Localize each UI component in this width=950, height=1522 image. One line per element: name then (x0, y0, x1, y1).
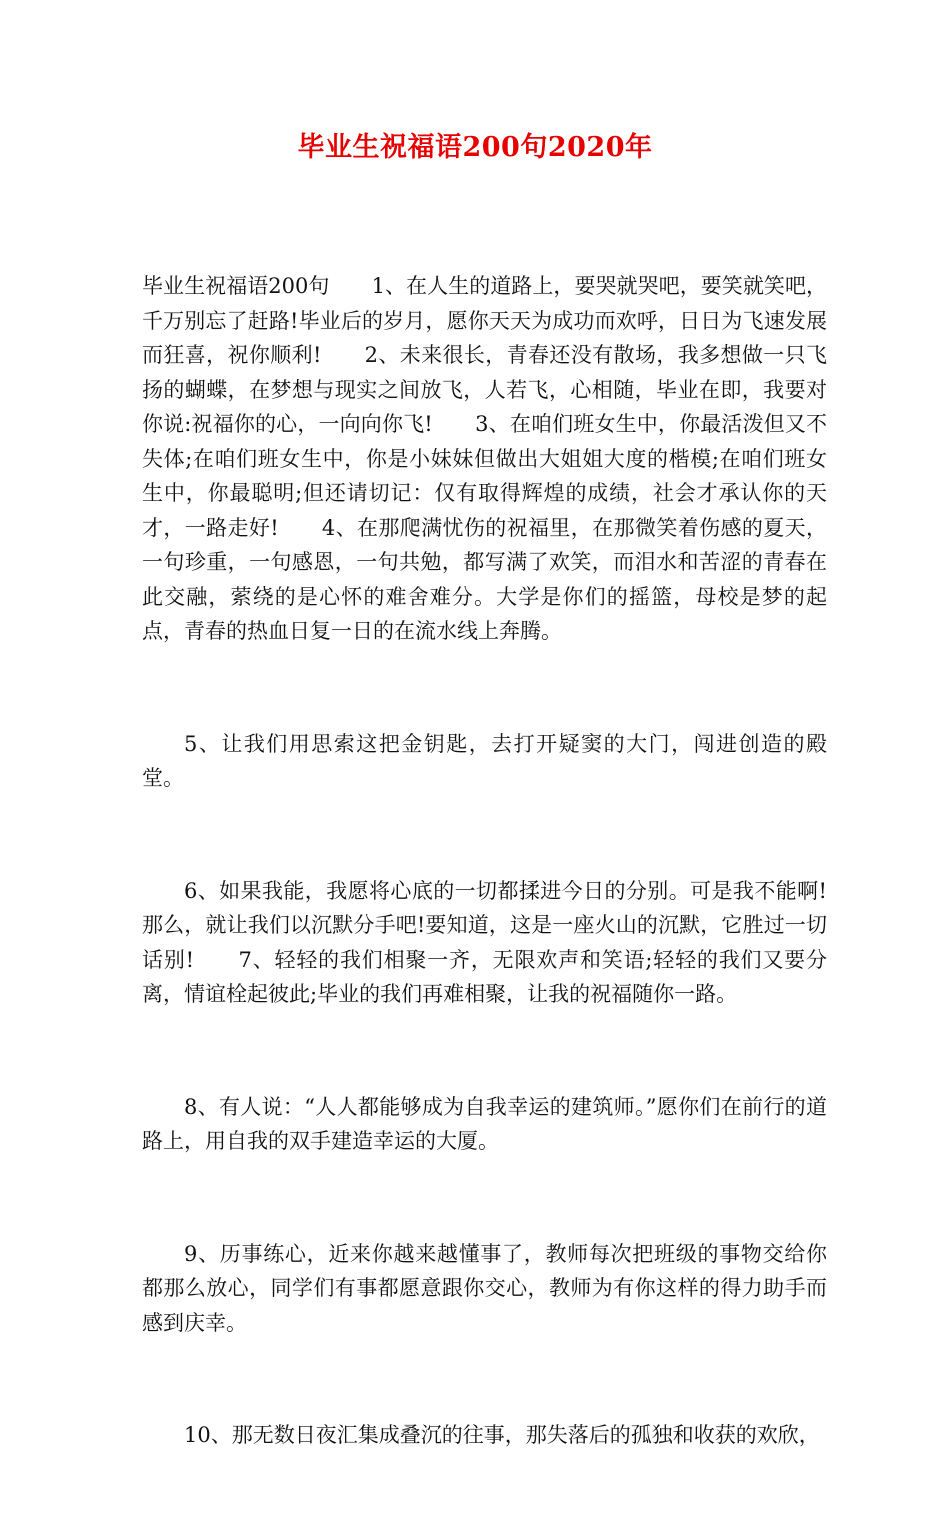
document-title: 毕业生祝福语200句2020年 (297, 132, 653, 163)
paragraph-6: 10、那无数日夜汇集成叠沉的往事，那失落后的孤独和收获的欢欣， (184, 1423, 820, 1447)
document-body (142, 200, 827, 1522)
paragraph-4: 8、有人说：“人人都能够成为自我幸运的建筑师。”愿你们在前行的道路上，用自我的双手建造幸运的大厦。 (142, 1094, 827, 1153)
paragraph-2: 5、让我们用思索这把金钥匙，去打开疑窦的大门，闯进创造的殿堂。 (142, 731, 827, 790)
paragraph-5: 9、历事练心，近来你越来越懂事了，教师每次把班级的事物交给你都那么放心，同学们有事都愿意跟你交心，教师为有你这样的得力助手而感到庆幸。 (142, 1241, 827, 1335)
paragraph-1: 毕业生祝福语200句 1、在人生的道路上，要哭就哭吧，要笑就笑吧，千万别忘了赶路!毕业后的岁月，愿你天天为成功而欢呼，日日为飞速发展而狂喜，祝你顺利! 2、未来很长，青春还没有散场，我多想做一只飞扬的蝴蝶，在梦想与现实之间放飞，人若飞，心相随，毕业在即，我要对你说:祝福你的心，一向向你飞! 3、在咱们班女生中，你最活泼但又不失体;在咱们班女生中，你是小妹妹但做出大姐姐大度的楷模;在咱们班女生中，你最聪明;但还请切记：仅有取得辉煌的成绩，社会才承认你的天才，一路走好! 4、在那爬满忧伤的祝福里，在那微笑着伤感的夏天，一句珍重，一句感恩，一句共勉，都写满了欢笑，而泪水和苦涩的青春在此交融，萦绕的是心怀的难舍难分。大学是你们的摇篮，母校是梦的起点，青春的热血日复一日的在流水线上奔腾。 (142, 274, 827, 643)
paragraph-3: 6、如果我能，我愿将心底的一切都揉进今日的分别。可是我不能啊!那么，就让我们以沉默分手吧!要知道，这是一座火山的沉默，它胜过一切话别! 7、轻轻的我们相聚一齐，无限欢声和笑语;轻轻的我们又要分离，情谊栓起彼此;毕业的我们再难相聚，让我的祝福随你一路。 (142, 878, 827, 1006)
